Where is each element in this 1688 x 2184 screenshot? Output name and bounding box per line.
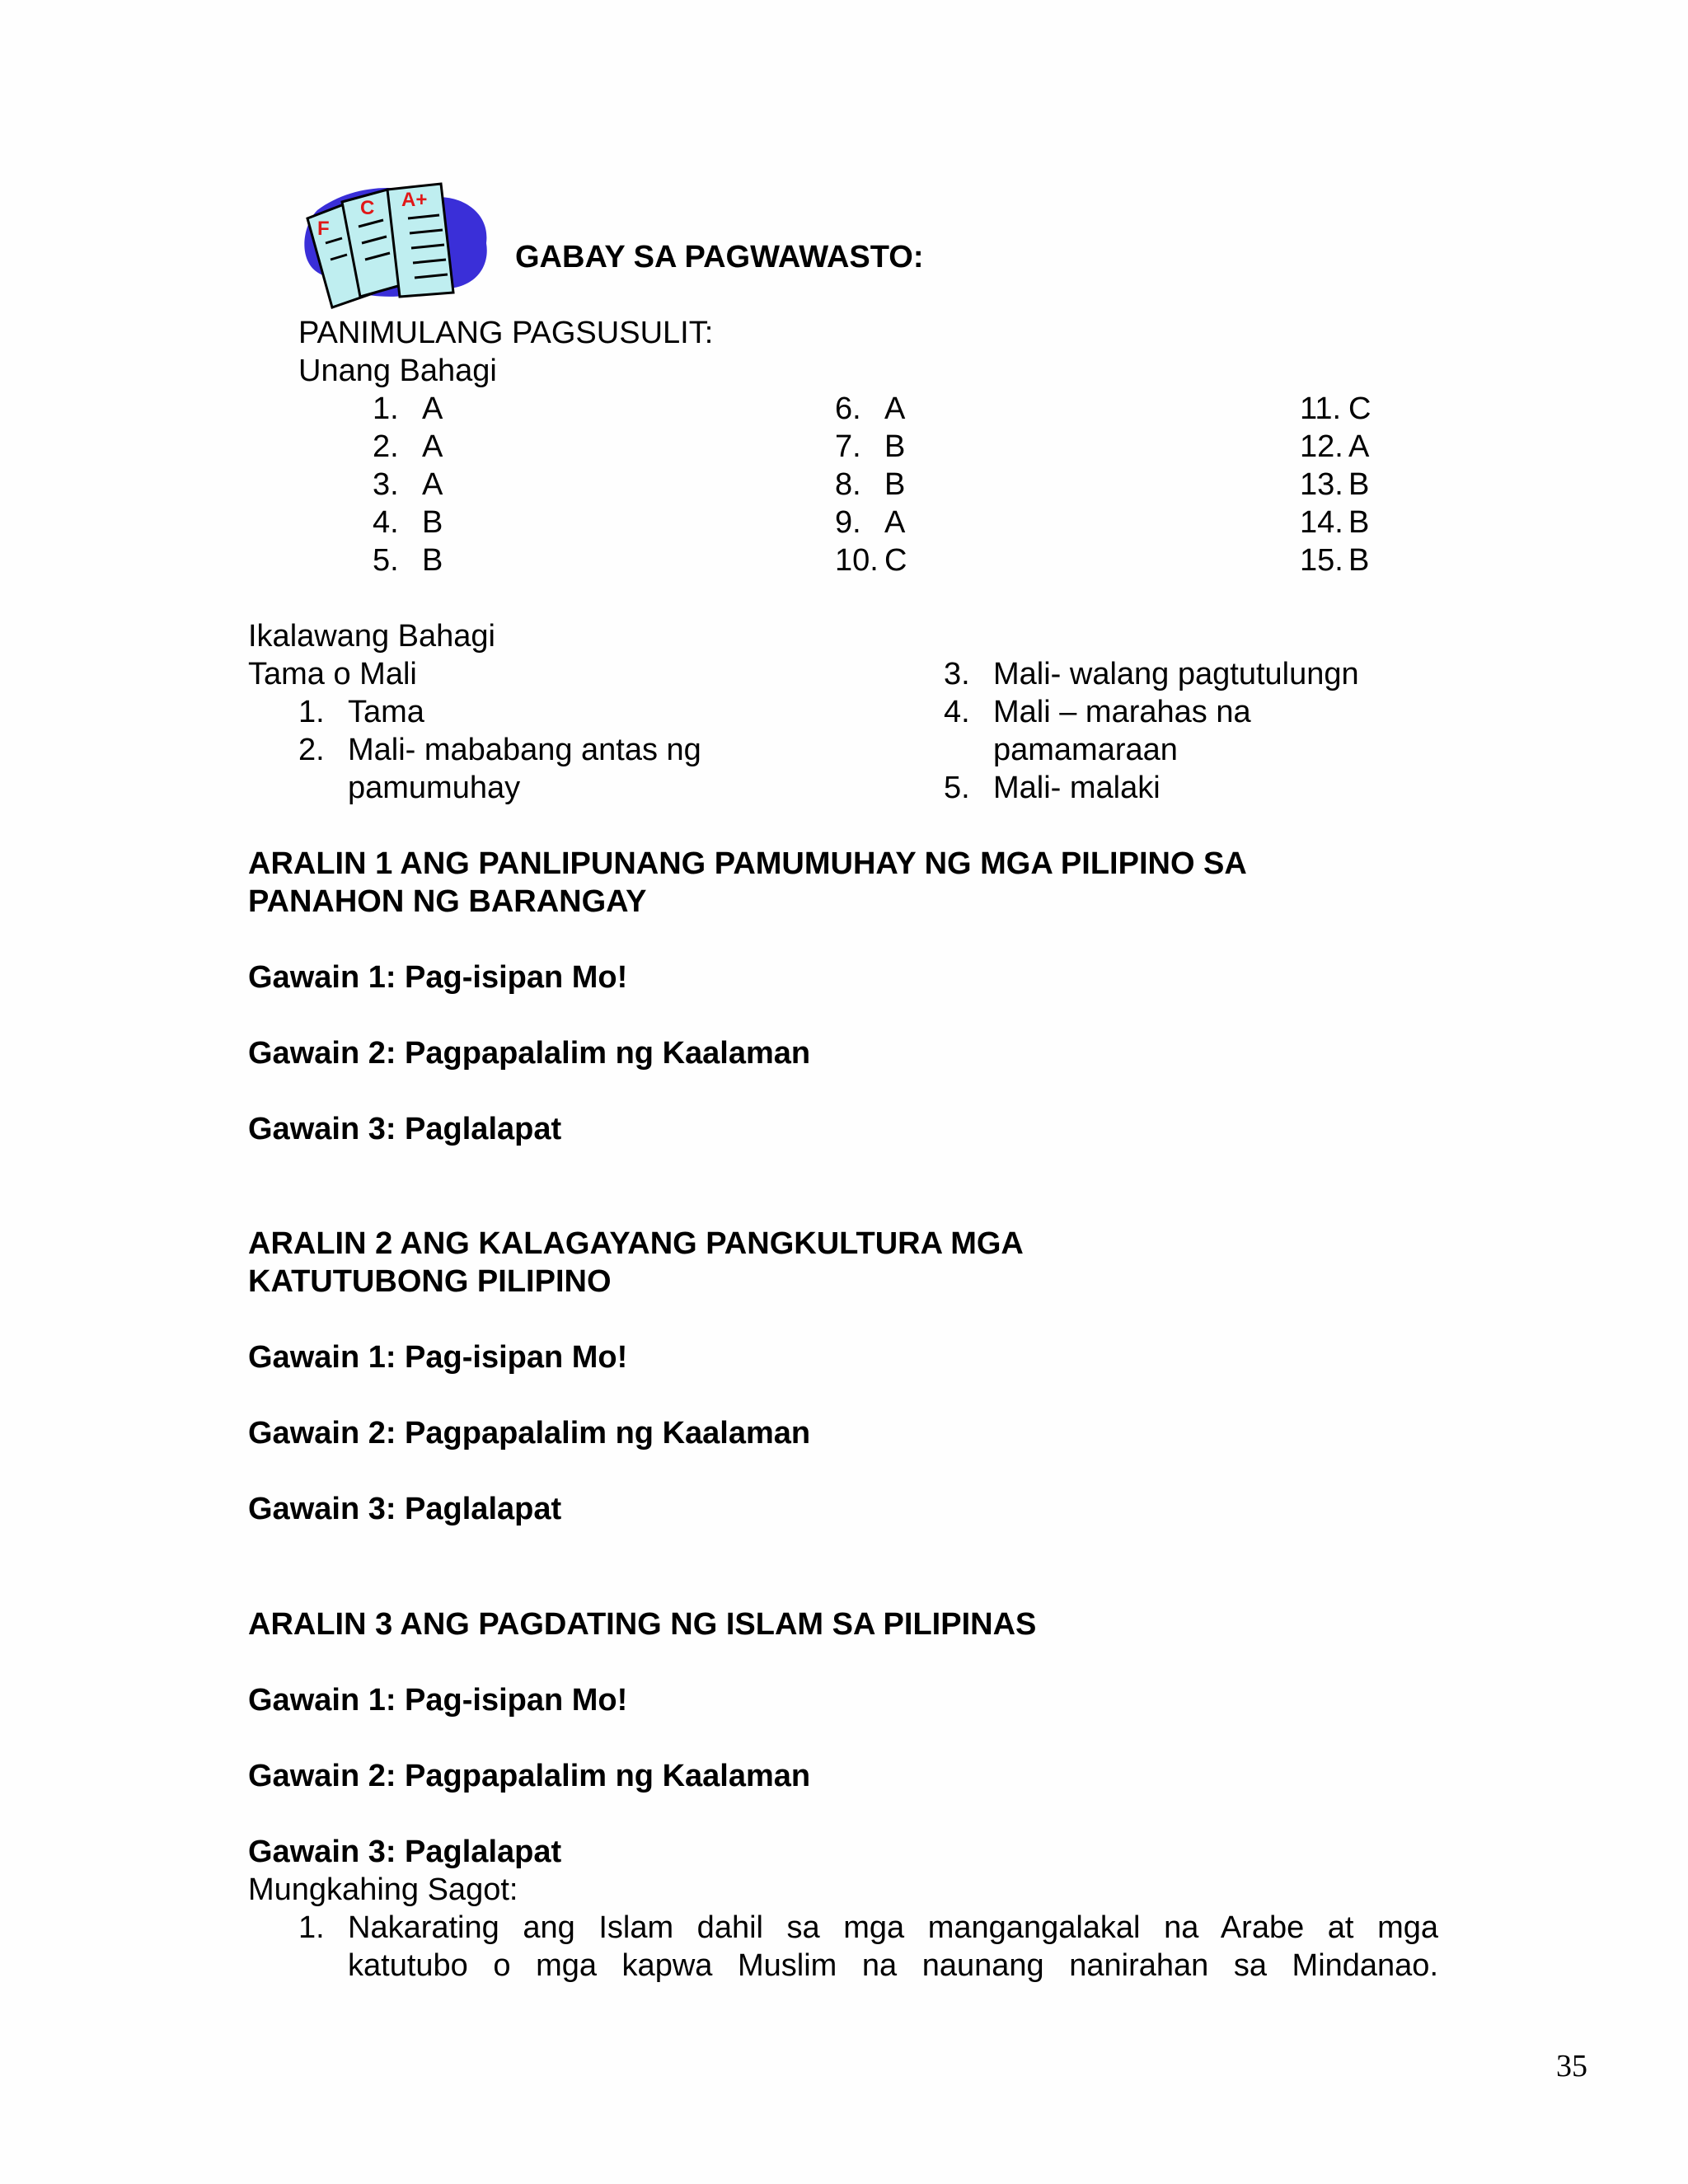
item-number: 11. xyxy=(1300,391,1342,426)
activity-heading: Gawain 1: Pag-isipan Mo! xyxy=(248,1340,628,1375)
item-number: 3. xyxy=(944,657,970,691)
activity-heading: Gawain 3: Paglalapat xyxy=(248,1112,562,1146)
answer: B xyxy=(884,467,906,502)
pretest-heading: PANIMULANG PAGSUSULIT: xyxy=(298,316,714,350)
svg-text:A+: A+ xyxy=(401,189,428,211)
part2-label: Ikalawang Bahagi xyxy=(248,619,495,654)
graded-papers-icon xyxy=(293,177,499,309)
item-number: 10. xyxy=(835,543,879,578)
lesson-title: ARALIN 2 ANG KALAGAYANG PANGKULTURA MGA xyxy=(248,1226,1024,1261)
item-number: 6. xyxy=(835,391,861,426)
answer: B xyxy=(422,505,443,540)
item-number: 13. xyxy=(1300,467,1343,502)
answer: C xyxy=(884,543,907,578)
page-number: 35 xyxy=(1556,2049,1587,2083)
item-number: 4. xyxy=(944,695,970,729)
suggested-answer-label: Mungkahing Sagot: xyxy=(248,1872,518,1907)
activity-heading: Gawain 2: Pagpapalalim ng Kaalaman xyxy=(248,1036,811,1071)
activity-heading: Gawain 3: Paglalapat xyxy=(248,1835,562,1869)
suggested-answer-text: katutubo o mga kapwa Muslim na naunang nanirahan sa Mindanao. xyxy=(348,1948,1438,1983)
item-number: 12. xyxy=(1300,429,1343,464)
answer: Mali – marahas na xyxy=(993,695,1251,729)
part2-sublabel: Tama o Mali xyxy=(248,657,417,691)
answer: B xyxy=(1348,543,1370,578)
svg-text:F: F xyxy=(317,218,330,240)
item-number: 4. xyxy=(373,505,399,540)
answer: A xyxy=(884,505,906,540)
answer: B xyxy=(422,543,443,578)
lesson-title: PANAHON NG BARANGAY xyxy=(248,884,647,919)
page-title: GABAY SA PAGWAWASTO: xyxy=(515,240,924,274)
answer: Tama xyxy=(348,695,424,729)
answer: Mali- mababang antas ng xyxy=(348,733,701,767)
activity-heading: Gawain 2: Pagpapalalim ng Kaalaman xyxy=(248,1416,811,1451)
activity-heading: Gawain 2: Pagpapalalim ng Kaalaman xyxy=(248,1759,811,1793)
item-number: 1. xyxy=(298,695,325,729)
answer-continued: pamamaraan xyxy=(993,733,1178,767)
lesson-title: ARALIN 1 ANG PANLIPUNANG PAMUMUHAY NG MGA PILIPINO SA xyxy=(248,846,1247,881)
answer: Mali- malaki xyxy=(993,771,1160,805)
item-number: 2. xyxy=(373,429,399,464)
item-number: 14. xyxy=(1300,505,1343,540)
answer: A xyxy=(1348,429,1370,464)
answer: B xyxy=(1348,505,1370,540)
answer-continued: pamumuhay xyxy=(348,771,521,805)
answer: Mali- walang pagtutulungn xyxy=(993,657,1359,691)
answer: A xyxy=(422,467,443,502)
answer: B xyxy=(1348,467,1370,502)
svg-text:C: C xyxy=(360,197,375,219)
item-number: 15. xyxy=(1300,543,1343,578)
activity-heading: Gawain 3: Paglalapat xyxy=(248,1492,562,1526)
activity-heading: Gawain 1: Pag-isipan Mo! xyxy=(248,960,628,995)
item-number: 5. xyxy=(944,771,970,805)
lesson-title: ARALIN 3 ANG PAGDATING NG ISLAM SA PILIPINAS xyxy=(248,1607,1037,1642)
answer: A xyxy=(422,391,443,426)
item-number: 8. xyxy=(835,467,861,502)
answer: B xyxy=(884,429,906,464)
answer: C xyxy=(1348,391,1372,426)
item-number: 9. xyxy=(835,505,861,540)
item-number: 5. xyxy=(373,543,399,578)
suggested-answer-text: Nakarating ang Islam dahil sa mga mangangalakal na Arabe at mga xyxy=(348,1910,1438,1945)
item-number: 1. xyxy=(298,1910,325,1945)
item-number: 1. xyxy=(373,391,399,426)
part1-label: Unang Bahagi xyxy=(298,354,497,388)
answer: A xyxy=(422,429,443,464)
answer: A xyxy=(884,391,906,426)
lesson-title: KATUTUBONG PILIPINO xyxy=(248,1264,612,1299)
item-number: 2. xyxy=(298,733,325,767)
item-number: 7. xyxy=(835,429,861,464)
item-number: 3. xyxy=(373,467,399,502)
activity-heading: Gawain 1: Pag-isipan Mo! xyxy=(248,1683,628,1718)
